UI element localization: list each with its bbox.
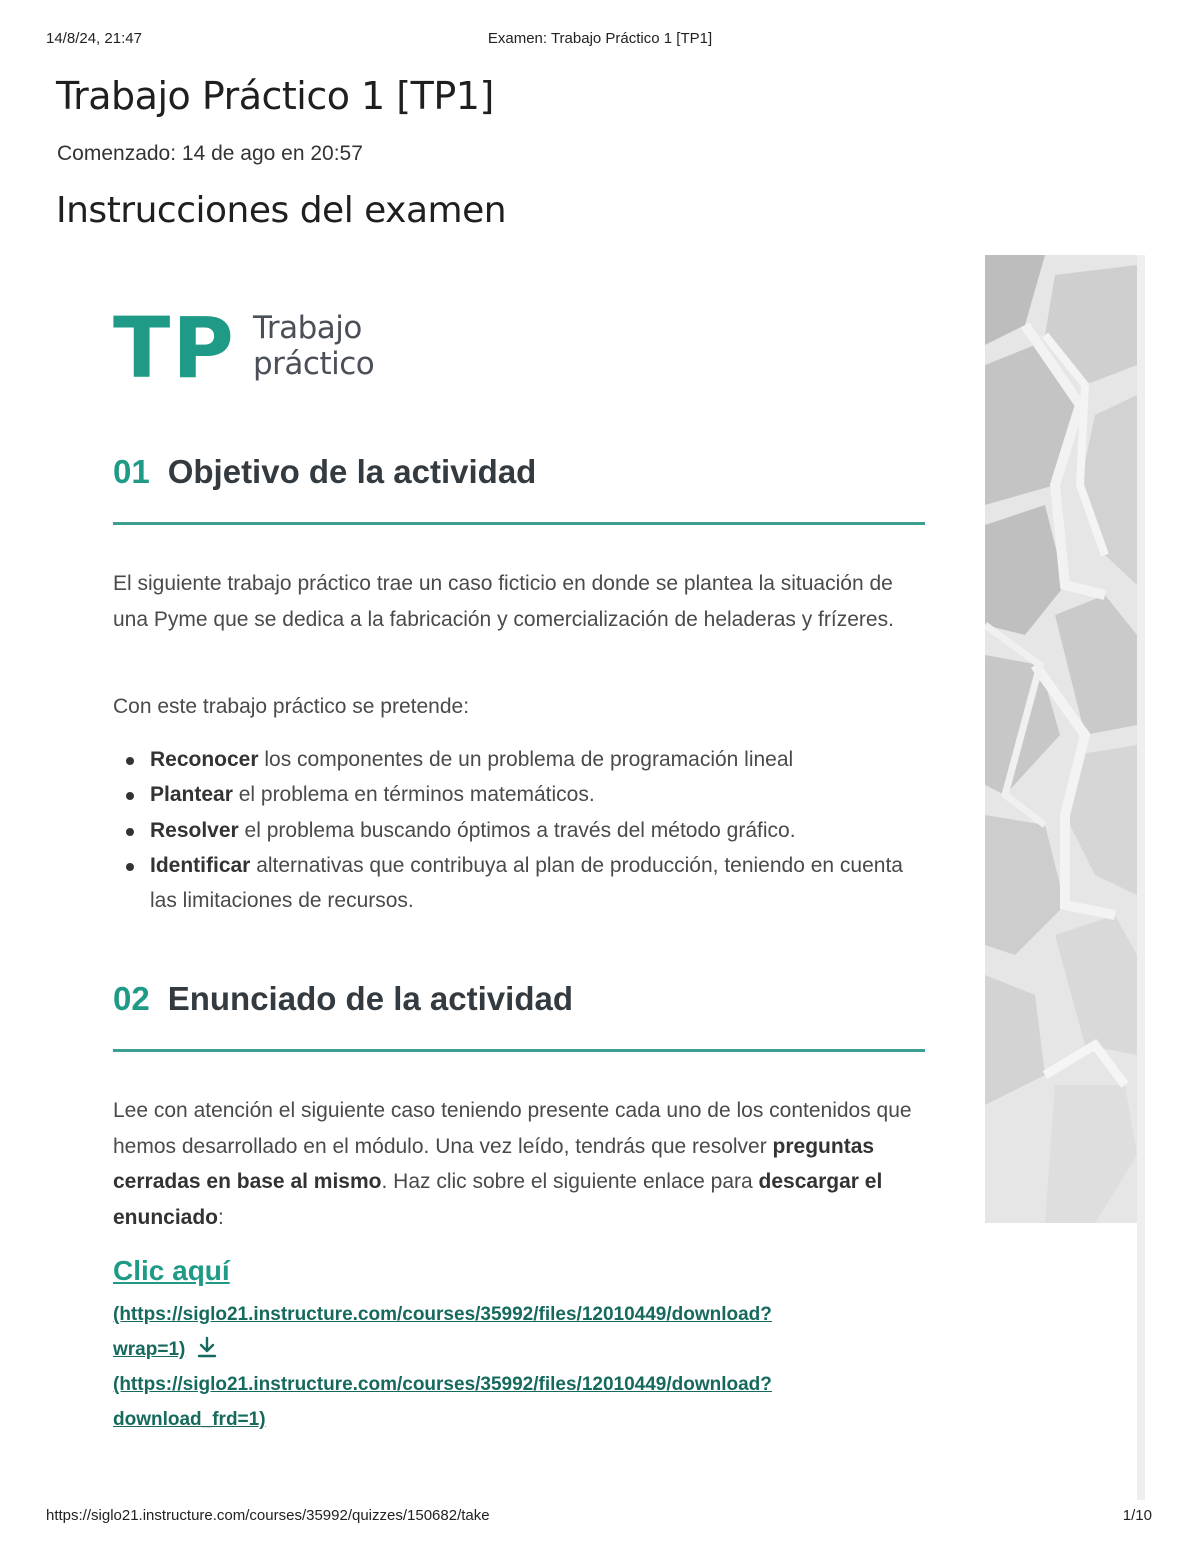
print-footer <box>0 1507 1200 1527</box>
section-title: Enunciado de la actividad <box>167 980 573 1017</box>
list-item: Reconocer los componentes de un problema de programación lineal <box>113 742 925 777</box>
objective-intro: Con este trabajo práctico se pretende: <box>113 695 470 718</box>
objective-list <box>113 742 925 918</box>
footer-page-number: 1/10 <box>1122 1507 1152 1524</box>
download-link-wrap[interactable]: (https://siglo21.instructure.com/courses/35992/files/12010449/download? wrap=1) <box>113 1304 772 1360</box>
instructions-heading: Instrucciones del examen <box>56 190 507 231</box>
section-number: 02 <box>113 980 150 1017</box>
print-title: Examen: Trabajo Práctico 1 [TP1] <box>487 30 713 47</box>
print-header <box>0 30 1200 50</box>
section-number: 01 <box>113 453 150 490</box>
section-01-heading <box>113 453 925 491</box>
logo-word <box>253 310 374 382</box>
clic-aqui-link[interactable]: Clic aquí <box>113 1255 230 1286</box>
print-date: 14/8/24, 21:47 <box>46 30 142 47</box>
page-title: Trabajo Práctico 1 [TP1] <box>56 74 494 118</box>
list-item: Resolver el problema buscando óptimos a través del método gráfico. <box>113 813 925 848</box>
started-timestamp: Comenzado: 14 de ago en 20:57 <box>57 142 363 165</box>
logo-word-line1: Trabajo <box>253 310 362 346</box>
section-divider <box>113 522 925 525</box>
logo-word-line2: práctico <box>253 346 375 382</box>
list-item: Plantear el problema en términos matemáticos. <box>113 777 925 812</box>
objective-paragraph: El siguiente trabajo práctico trae un caso ficticio en donde se plantea la situación de una Pyme que se dedica a la fabricación y comercialización de heladeras y frízeres. <box>113 572 894 631</box>
decorative-side-image <box>985 255 1137 1223</box>
logo-letters: TP <box>113 299 236 397</box>
download-link-frd[interactable]: (https://siglo21.instructure.com/courses/35992/files/12010449/download? download_frd=1) <box>113 1374 772 1430</box>
section-divider <box>113 1049 925 1052</box>
scrollbar-track[interactable] <box>1137 255 1145 1500</box>
download-icon[interactable] <box>195 1335 219 1359</box>
footer-url: https://siglo21.instructure.com/courses/35992/quizzes/150682/take <box>46 1507 490 1524</box>
statement-paragraph: Lee con atención el siguiente caso teniendo presente cada uno de los contenidos que hemos desarrollado en el módulo. Una vez leído, tendrás que resolver preguntas cerradas en base al mismo. Haz clic sobre el siguiente enlace para descargar el enunciado: <box>113 1099 912 1229</box>
section-02-heading <box>113 980 925 1018</box>
section-title: Objetivo de la actividad <box>167 453 537 490</box>
list-item: Identificar alternativas que contribuya al plan de producción, teniendo en cuenta las limitaciones de recursos. <box>113 848 925 919</box>
